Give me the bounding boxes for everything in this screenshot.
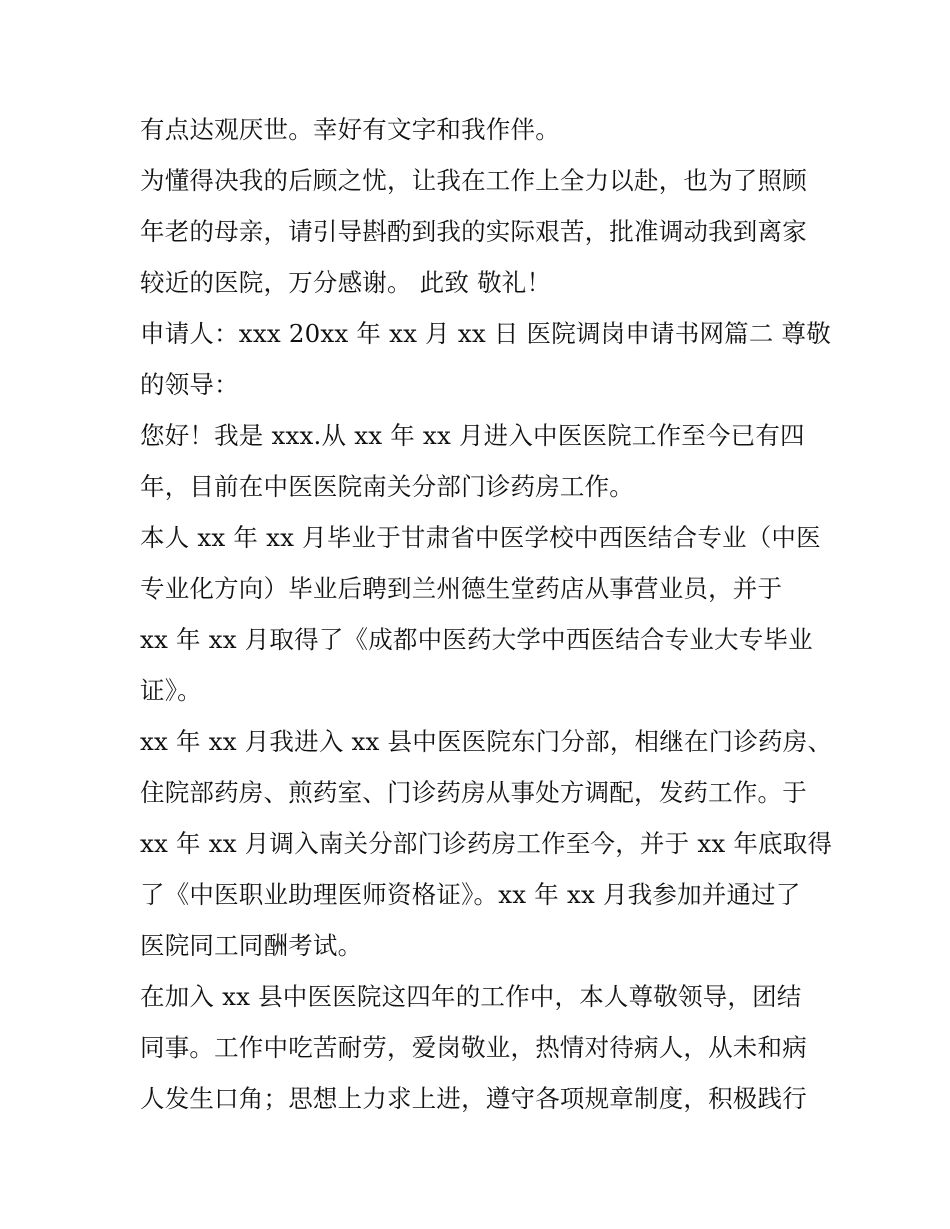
text-line: 人发生口角；思想上力求上进，遵守各项规章制度，积极践行 bbox=[140, 1084, 807, 1113]
text-line: 专业化方向）毕业后聘到兰州德生堂药店从事营业员，并于 bbox=[140, 574, 783, 603]
text-line: 医院同工同酬考试。 bbox=[140, 931, 363, 960]
text-line: 较近的医院，万分感谢。 此致 敬礼！ bbox=[140, 268, 552, 297]
text-line: xx 年 xx 月取得了《成都中医药大学中西医结合专业大专毕业 bbox=[140, 625, 813, 654]
text-line: xx 年 xx 月调入南关分部门诊药房工作至今，并于 xx 年底取得 bbox=[140, 829, 833, 858]
text-line: 本人 xx 年 xx 月毕业于甘肃省中医学校中西医结合专业（中医 bbox=[140, 523, 821, 552]
text-line: 年，目前在中医医院南关分部门诊药房工作。 bbox=[140, 472, 634, 501]
text-line: 申请人：xxx 20xx 年 xx 月 xx 日 医院调岗申请书网篇二 尊敬 bbox=[140, 319, 831, 348]
text-line: xx 年 xx 月我进入 xx 县中医医院东门分部，相继在门诊药房、 bbox=[140, 727, 833, 756]
text-line: 您好！我是 xxx.从 xx 年 xx 月进入中医医院工作至今已有四 bbox=[140, 421, 805, 450]
text-line: 的领导： bbox=[140, 370, 239, 399]
text-line: 住院部药房、煎药室、门诊药房从事处方调配，发药工作。于 bbox=[140, 778, 807, 807]
document-body bbox=[140, 104, 833, 1124]
text-line: 为懂得决我的后顾之忧，让我在工作上全力以赴，也为了照顾 bbox=[140, 166, 807, 195]
text-line: 年老的母亲，请引导斟酌到我的实际艰苦，批准调动我到离家 bbox=[140, 217, 807, 246]
text-line: 同事。工作中吃苦耐劳，爱岗敬业，热情对待病人，从未和病 bbox=[140, 1033, 807, 1062]
text-line: 在加入 xx 县中医医院这四年的工作中，本人尊敬领导，团结 bbox=[140, 982, 802, 1011]
text-line: 证》。 bbox=[140, 676, 202, 705]
text-line: 了《中医职业助理医师资格证》。xx 年 xx 月我参加并通过了 bbox=[140, 880, 801, 909]
text-line: 有点达观厌世。幸好有文字和我作伴。 bbox=[140, 115, 560, 144]
